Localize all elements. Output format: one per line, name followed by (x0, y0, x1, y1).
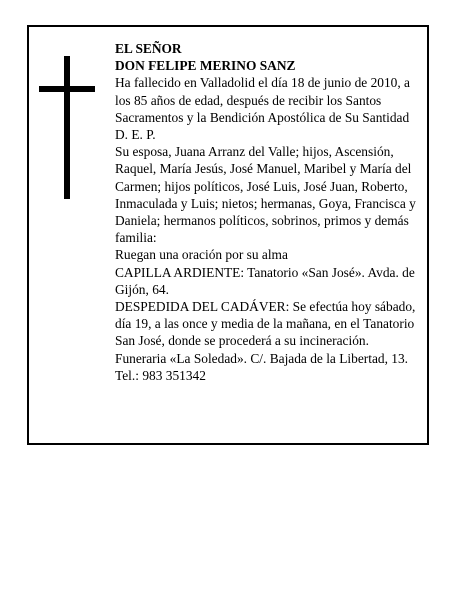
death-announcement: Ha fallecido en Valladolid el día 18 de junio de 2010, a los 85 años de edad, después de recibir los Santos Sacramentos y la Bendición Apostólica de Su Santidad (115, 75, 411, 125)
cross-icon (39, 56, 95, 199)
notice-title: EL SEÑOR (115, 41, 182, 56)
wake-location: CAPILLA ARDIENTE: Tanatorio «San José». Avda. de Gijón, 64. (115, 264, 415, 297)
funeral-home-contact: Funeraria «La Soledad». C/. Bajada de la Libertad, 13. Tel.: 983 351342 (115, 350, 409, 383)
rest-in-peace: D. E. P. (115, 127, 156, 143)
farewell-details: DESPEDIDA DEL CADÁVER: Se efectúa hoy sábado, día 19, a las once y media de la mañana, en el Tanatorio San José, donde se procederá a su incineración. (115, 299, 416, 349)
obituary-text (115, 40, 427, 384)
family-list: Su esposa, Juana Arranz del Valle; hijos, Ascensión, Raquel, María Jesús, José Manuel, Maribel y María del Carmen; hijos políticos, José Luis, José Juan, Roberto, Inmaculada y Luis; nietos; hermanas, Goya, Francisca y Daniela; hermanos políticos, sobrinos, primos y demás familia: (115, 144, 416, 246)
obituary-notice-frame (27, 25, 429, 445)
deceased-name: DON FELIPE MERINO SANZ (115, 58, 296, 74)
cross-vertical-bar (64, 56, 70, 199)
cross-horizontal-bar (39, 86, 95, 92)
prayer-request: Ruegan una oración por su alma (115, 247, 288, 263)
